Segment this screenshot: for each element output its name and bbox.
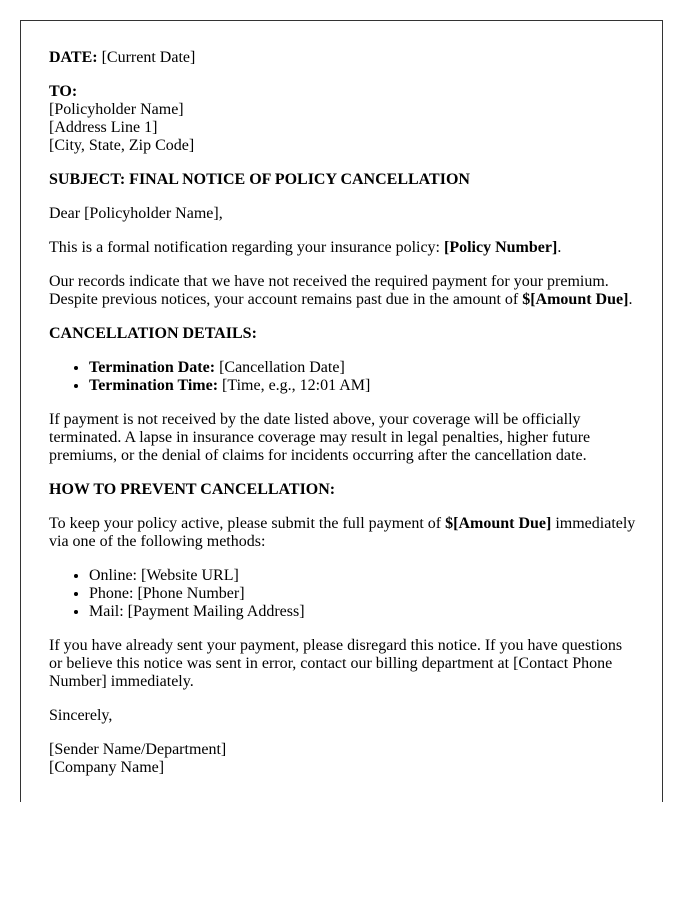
list-item: • Online: [Website URL] — [89, 567, 662, 585]
sender-block: [Sender Name/Department] [Company Name] — [49, 741, 227, 776]
prevent-paragraph: To keep your policy active, please submit the full payment of $[Amount Due] immediately via one of the following methods: — [49, 515, 636, 550]
greeting: Dear [Policyholder Name], — [49, 205, 223, 222]
list-item: • Mail: [Payment Mailing Address] — [89, 603, 662, 621]
signoff: Sincerely, — [49, 707, 113, 724]
cancellation-list — [49, 359, 662, 395]
recipient-block: TO: [Policyholder Name] [Address Line 1] [City, State, Zip Code] — [49, 83, 195, 154]
closing-paragraph: If you have already sent your payment, please disregard this notice. If you have questions or believe this notice was sent in error, contact our billing department at [Contact Phone Number] immediately. — [49, 637, 623, 690]
date-line: DATE: [Current Date] — [49, 49, 196, 66]
list-item: • Termination Time: [Time, e.g., 12:01 AM] — [89, 377, 662, 395]
list-item: • Termination Date: [Cancellation Date] — [89, 359, 662, 377]
list-item: • Phone: [Phone Number] — [89, 585, 662, 603]
subject-line: SUBJECT: FINAL NOTICE OF POLICY CANCELLATION — [49, 171, 470, 188]
warning-paragraph: If payment is not received by the date listed above, your coverage will be officially terminated. A lapse in insurance coverage may result in legal penalties, higher future premiums, or the denial of claims for incidents occurring after the cancellation date. — [49, 411, 591, 464]
records-paragraph: Our records indicate that we have not received the required payment for your premium. Despite previous notices, your account remains past due in the amount of $[Amount Due]. — [49, 273, 633, 308]
cancellation-heading: CANCELLATION DETAILS: — [49, 325, 257, 342]
payment-methods-list — [49, 567, 662, 621]
prevent-heading: HOW TO PREVENT CANCELLATION: — [49, 481, 336, 498]
intro-paragraph: This is a formal notification regarding your insurance policy: [Policy Number]. — [49, 239, 562, 256]
letter-page — [20, 20, 663, 802]
